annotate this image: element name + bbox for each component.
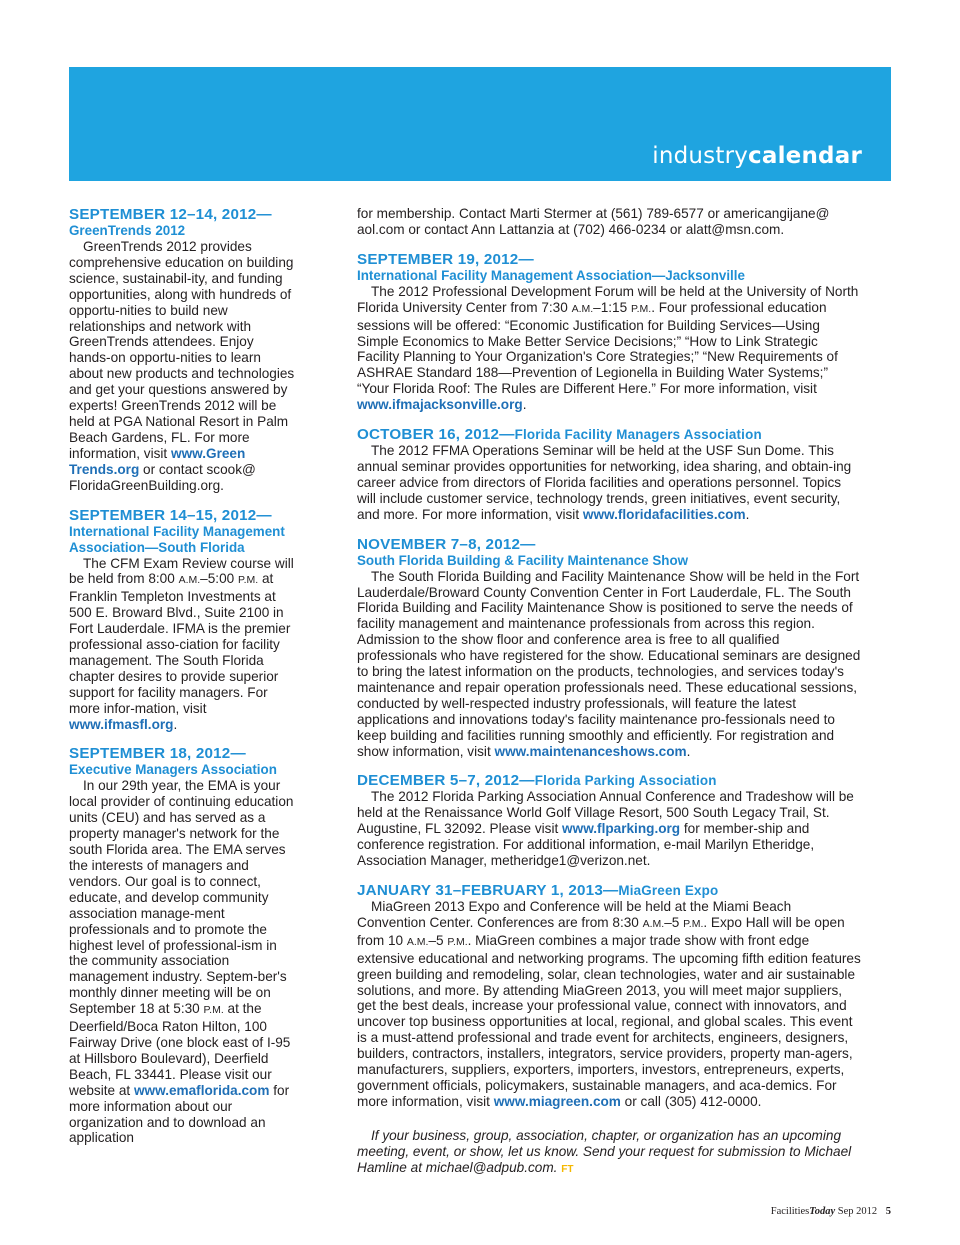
event-description: The 2012 Professional Development Forum will be held at the University of North Florida University Center from 7:30 A.M.–1:15 P.M.. Four professional education sessions will be offered: “Economic Justification for Building Services—Using Simple Economics to Make Better Service Decisions;” “How to Link Strategic Facility Planning to Your Organization's Core Strategies;” “New Requirements of ASHRAE Standard 188—Prevention of Legionella in Building Water Systems;” “Your Florida Roof: The Rules are Different Here.” For more information, visit www.ifmajacksonville.org. <box>357 283 859 413</box>
event-link[interactable]: www.Green Trends.org <box>69 445 246 477</box>
left-column <box>69 206 295 1159</box>
event-entry <box>357 536 863 760</box>
event-date: DECEMBER 5–7, 2012—Florida Parking Association <box>357 772 717 790</box>
event-description: MiaGreen 2013 Expo and Conference will be held at the Miami Beach Convention Center. Conferences are from 8:30 A.M.–5 P.M.. Expo Hall will be open from 10 A.M.–5 P.M.. MiaGreen combines a major trade show with front edge extensive educational and networking programs. The upcoming fifth edition features green building and remodeling, solar, clean technologies, water and air sustainable solutions, and more. By attending MiaGreen 2013, you will meet major suppliers, get the best deals, increase your professional value, connect with innovators, and uncover top business opportunities at local, regional, and global scales. This event is a must-attend professional and trade event for architects, engineers, designers, builders, contractors, installers, integrators, service providers, property man-agers, manufacturers, suppliers, exporters, importers, investors, entrepreneurs, experts, government officials, policymakers, sustainable managers, and aca-demics. For more information, visit www.miagreen.com or call (305) 412-0000. <box>357 899 861 1109</box>
event-entry <box>357 251 863 413</box>
event-description: The CFM Exam Review course will be held from 8:00 A.M.–5:00 P.M. at Franklin Templeton Investments at 500 E. Broward Blvd., Suite 2100 in Fort Lauderdale. IFMA is the premier professional asso-ciation for facility management. The South Florida chapter desires to provide superior support for facility managers. For more infor-mation, visit www.ifmasfl.org. <box>69 555 294 732</box>
event-date: JANUARY 31–FEBRUARY 1, 2013—MiaGreen Expo <box>357 882 719 899</box>
event-date: OCTOBER 16, 2012—Florida Facility Managers Association <box>357 426 762 444</box>
event-organization: Florida Parking Association <box>534 773 717 789</box>
event-description: The 2012 Florida Parking Association Annual Conference and Tradeshow will be held at the Renaissance World Golf Village Resort, 500 South Legacy Trail, St. Augustine, FL 32092. Please visit www.flparking.org for member-ship and conference registration. For additional information, e-mail Marilyn Etheridge, Association Manager, metheridge1@verizon.net. <box>357 789 854 869</box>
page-number: 5 <box>885 1206 891 1217</box>
magazine-name: FacilitiesToday <box>770 1206 836 1217</box>
section-title: industrycalendar <box>652 143 862 169</box>
issue-date: Sep 2012 <box>837 1206 878 1217</box>
event-organization: MiaGreen Expo <box>618 883 719 898</box>
event-date: SEPTEMBER 19, 2012— <box>357 250 534 268</box>
event-description: The South Florida Building and Facility Maintenance Show will be held in the Fort Lauderdale/Broward County Convention Center in Fort Lauderdale, FL. The South Florida Building and Facility Maintenance Show is positioned to serve the needs of facility management and maintenance professionals from across this region. Admission to the show floor and conference area is free to all qualified professionals who have registered for the show. Educational seminars are designed to bring the latest information on the products, technologies, and services today's maintenance and repair operation professionals need. These educational sessions, conducted by well-respected industry professionals, will feature the latest applications and innovations today's facility maintenance pro-fessionals need to keep building and facilities running smoothly and efficiently. For registration and show information, visit www.maintenanceshows.com. <box>357 568 861 759</box>
event-link[interactable]: www.ifmajacksonville.org <box>357 397 523 413</box>
event-organization: South Florida Building & Facility Maintenance Show <box>357 552 689 568</box>
right-column <box>357 206 863 1191</box>
event-organization: Florida Facility Managers Association <box>514 427 762 443</box>
event-organization: GreenTrends 2012 <box>69 223 186 238</box>
event-link[interactable]: www.flparking.org <box>562 821 681 837</box>
event-description: In our 29th year, the EMA is your local provider of continuing education units (CEU) and has served as a property manager's network for the south Florida area. The EMA serves the interests of managers and vendors. Our goal is to connect, educate, and develop community association manage-ment professionals and to promote the highest level of professional-ism in the community association management industry. Septem-ber's monthly dinner meeting will be on September 18 at 5:30 P.M. at the Deerfield/Boca Raton Hilton, 100 Fairway Drive (one block east of I-95 at Hillsboro Boulevard), Deerfield Beach, FL 33441. Please visit our website at www.emaflorida.com for more information about our organization and to download an application <box>69 778 294 1146</box>
event-date: SEPTEMBER 18, 2012— <box>69 745 246 763</box>
event-description: GreenTrends 2012 provides comprehensive education on building science, sustainabil-ity, and funding opportunities, along with hundreds of opportu-nities to build new relationships and network with GreenTrends attendees. Enjoy hands-on opportu-nities to learn about new products and technologies and get your questions answered by experts! GreenTrends 2012 will be held at PGA National Resort in Palm Beach Gardens, FL. For more information, visit www.Green Trends.org or contact scook@ FloridaGreenBuilding.org. <box>69 239 295 493</box>
event-description: The 2012 FFMA Operations Seminar will be held at the USF Sun Dome. This annual seminar provides opportunities for networking, idea sharing, and obtain-ing career advice from directors of Florida facilities and operations personnel. Topics will include customer service, technology trends, green initiatives, event security, and more. For more information, visit www.floridafacilities.com. <box>357 443 852 522</box>
event-entry <box>357 426 863 523</box>
event-date: SEPTEMBER 12–14, 2012— <box>69 206 272 223</box>
continued-text: for membership. Contact Marti Stermer at (561) 789-6577 or americangijane@ aol.com or contact Ann Lattanzia at (702) 466-0234 or alatt@msn.com. <box>357 206 830 237</box>
ft-end-mark: FT <box>561 1163 574 1175</box>
event-organization: International Facility Management Association—Jacksonville <box>357 267 745 283</box>
event-entry <box>357 882 863 1110</box>
event-entry <box>69 507 295 733</box>
event-entry <box>69 206 295 494</box>
event-organization: Executive Managers Association <box>69 762 277 778</box>
page-footer <box>771 1206 891 1217</box>
event-entry <box>69 745 295 1146</box>
header-banner <box>69 67 891 181</box>
event-organization: International Facility Management Association—South Florida <box>69 523 285 555</box>
event-link[interactable]: www.maintenanceshows.com <box>494 743 687 759</box>
submission-note: If your business, group, association, chapter, or organization has an upcoming meeting, event, or show, let us know. Send your request for submission to Michael Hamline at michael@adpub.com. FT <box>357 1127 852 1175</box>
event-date: SEPTEMBER 14–15, 2012— <box>69 506 272 524</box>
event-date: NOVEMBER 7–8, 2012— <box>357 535 536 553</box>
event-link[interactable]: www.miagreen.com <box>493 1093 621 1109</box>
event-link[interactable]: www.emaflorida.com <box>133 1082 270 1098</box>
event-link[interactable]: www.ifmasfl.org <box>69 716 174 732</box>
event-link[interactable]: www.floridafacilities.com <box>582 506 746 522</box>
event-entry <box>357 772 863 869</box>
